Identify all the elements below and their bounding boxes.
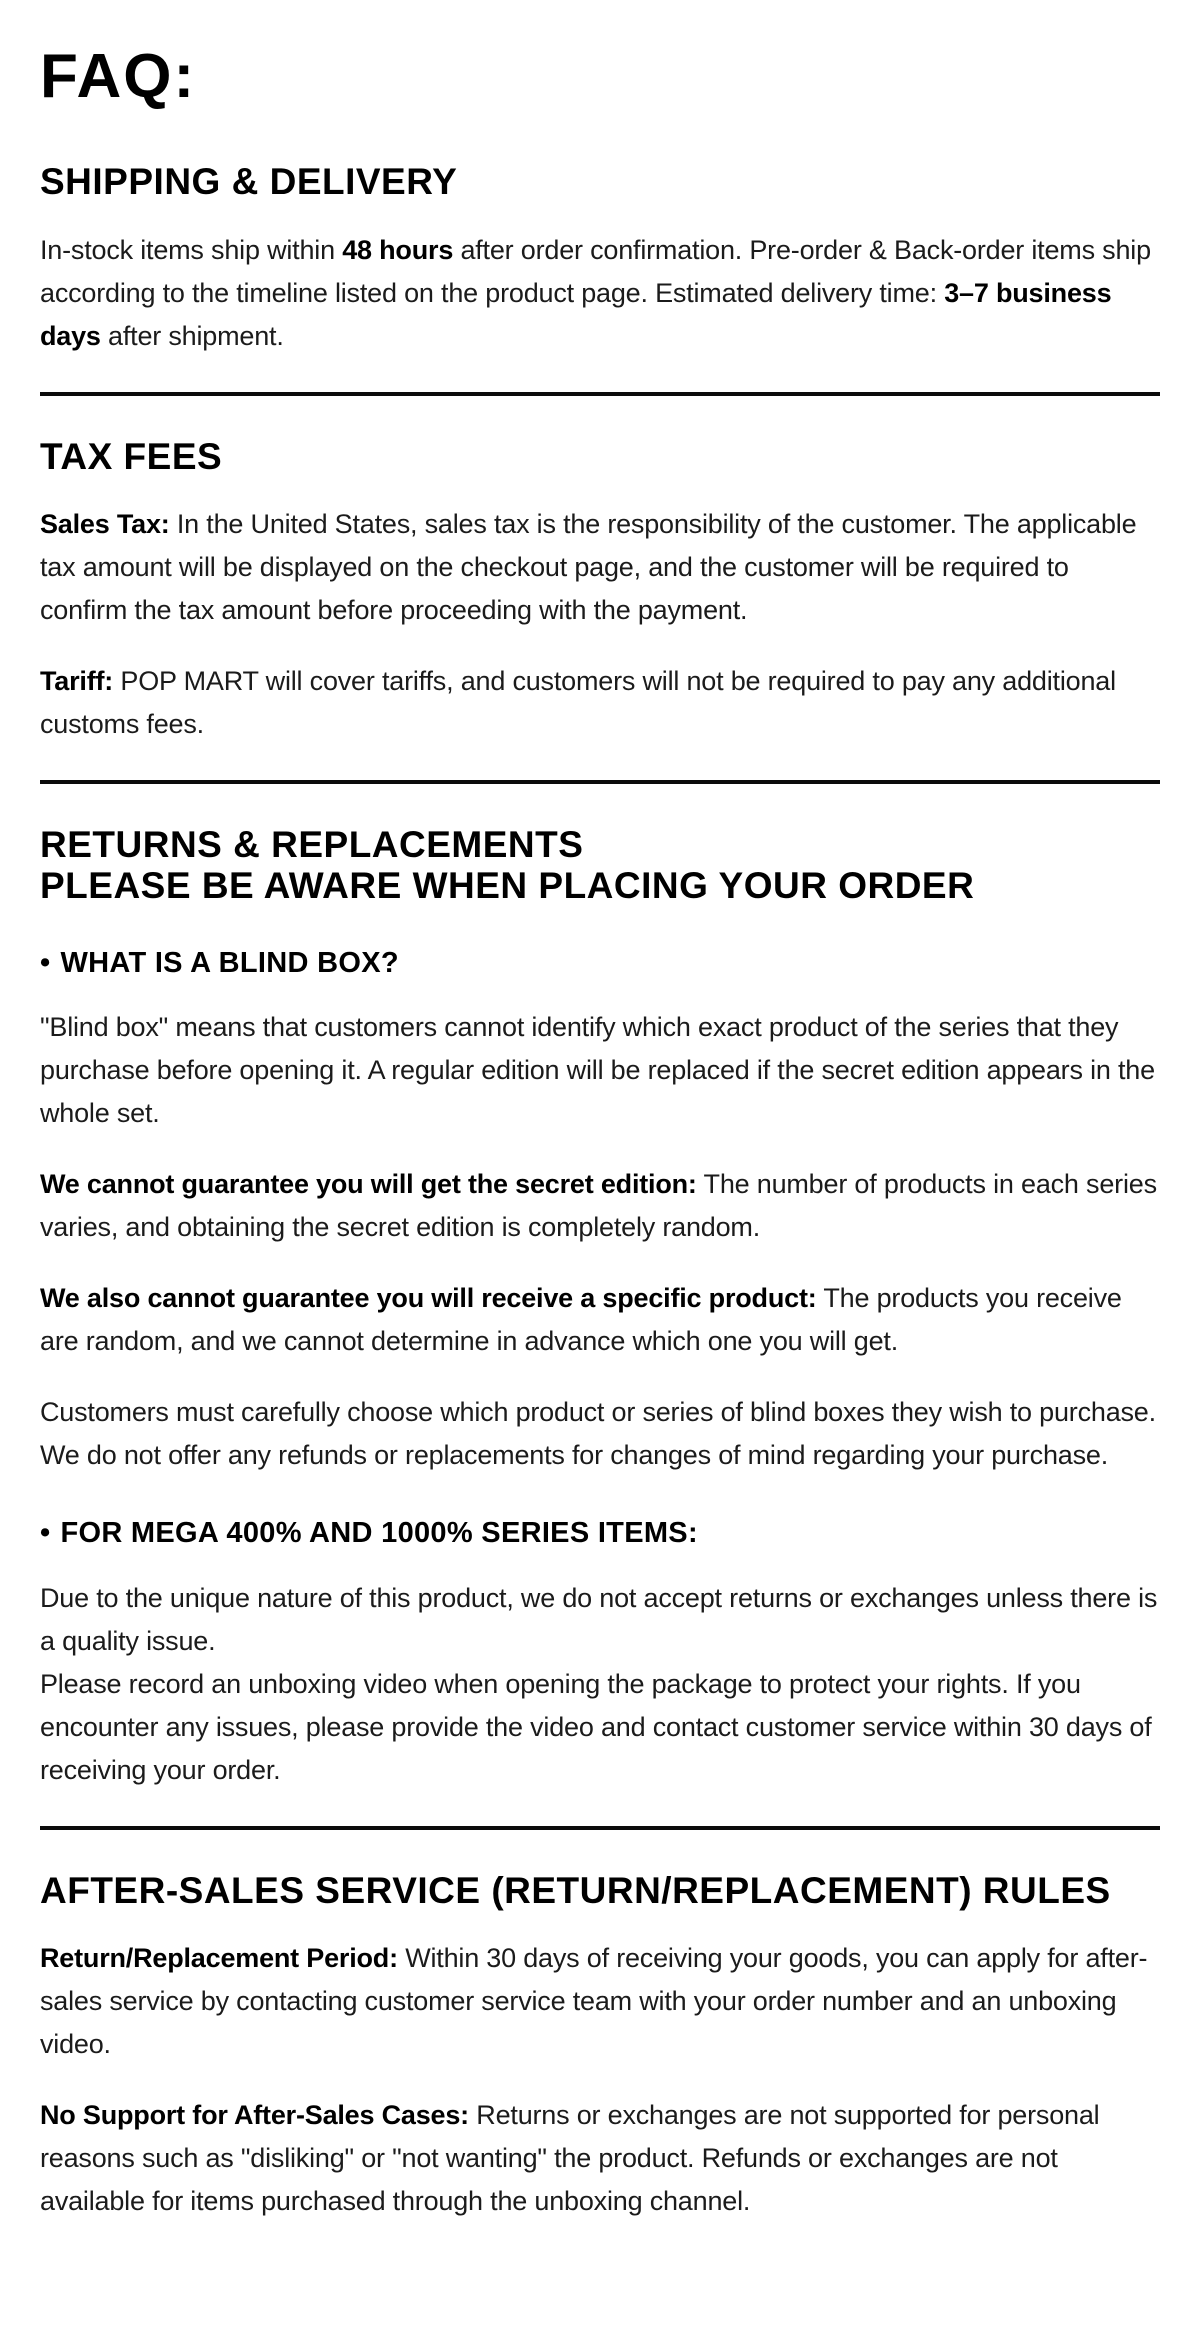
no-support-paragraph — [40, 2094, 1160, 2223]
section-divider — [40, 392, 1160, 396]
shipping-run-1: In-stock items ship within — [40, 234, 343, 265]
mega-series-paragraph — [40, 1577, 1160, 1792]
shipping-run-3: after shipment. — [100, 320, 284, 351]
page-title: FAQ: — [40, 42, 197, 111]
no-support-lead: No Support for After-Sales Cases: — [40, 2099, 469, 2130]
bullet-icon: • — [40, 946, 51, 979]
shipping-bold-48-hours: 48 hours — [342, 234, 454, 265]
section-aftersales-rules — [40, 1870, 1160, 2223]
blind-box-subheading — [40, 947, 1160, 980]
section-divider — [40, 780, 1160, 784]
bullet-icon: • — [40, 1517, 51, 1550]
secret-edition-paragraph — [40, 1163, 1160, 1249]
blind-box-subheading-label: WHAT IS A BLIND BOX? — [60, 946, 399, 979]
shipping-bold-delivery-days: 3–7 business days — [40, 277, 1112, 351]
specific-product-paragraph — [40, 1277, 1160, 1363]
sales-tax-lead: Sales Tax: — [40, 508, 170, 539]
specific-product-lead: We also cannot guarantee you will receive a specific product: — [40, 1283, 817, 1314]
tariff-lead: Tariff: — [40, 665, 114, 696]
blind-box-definition-paragraph: "Blind box" means that customers cannot identify which exact product of the series that they purchase before opening it. A regular edition will be replaced if the secret edition appears in the whole set. — [40, 1012, 1155, 1129]
section-tax-fees — [40, 436, 1160, 746]
returns-heading — [40, 824, 1160, 907]
no-support-body: Returns or exchanges are not supported for personal reasons such as "disliking" or "not wanting" the product. Refunds or exchanges are not available for items purchased through the unboxing channel. — [40, 2099, 1100, 2216]
sales-tax-body: In the United States, sales tax is the responsibility of the customer. The applicable tax amount will be displayed on the checkout page, and the customer will be required to confirm the tax amount before proceeding with the payment. — [40, 508, 1137, 625]
return-period-body: Within 30 days of receiving your goods, you can apply for after-sales service by contacting customer service team with your order number and an unboxing video. — [40, 1942, 1148, 2059]
tariff-body: POP MART will cover tariffs, and customers will not be required to pay any additional customs fees. — [40, 665, 1116, 739]
tariff-paragraph — [40, 660, 1160, 746]
shipping-run-2: after order confirmation. Pre-order & Back-order items ship according to the timeline listed on the product page. Estimated delivery time: — [40, 234, 1151, 308]
secret-edition-body: The number of products in each series varies, and obtaining the secret edition is completely random. — [40, 1169, 1157, 1243]
section-divider — [40, 1826, 1160, 1830]
choose-carefully-paragraph: Customers must carefully choose which product or series of blind boxes they wish to purchase. We do not offer any refunds or replacements for changes of mind regarding your purchase. — [40, 1397, 1156, 1471]
tax-heading: TAX FEES — [40, 435, 223, 477]
mega-series-line-1: Due to the unique nature of this product, we do not accept returns or exchanges unless there is a quality issue. — [40, 1582, 1158, 1656]
return-period-paragraph — [40, 1937, 1160, 2066]
mega-series-subheading-label: FOR MEGA 400% AND 1000% SERIES ITEMS: — [60, 1517, 698, 1550]
shipping-heading: SHIPPING & DELIVERY — [40, 161, 458, 203]
return-period-lead: Return/Replacement Period: — [40, 1942, 398, 1973]
section-shipping-delivery — [40, 161, 1160, 357]
section-returns-replacements — [40, 824, 1160, 1792]
specific-product-body: The products you receive are random, and we cannot determine in advance which one you will get. — [40, 1283, 1122, 1357]
returns-heading-line-1: RETURNS & REPLACEMENTS — [40, 823, 584, 865]
returns-heading-line-2: PLEASE BE AWARE WHEN PLACING YOUR ORDER — [40, 865, 975, 907]
aftersales-heading: AFTER-SALES SERVICE (RETURN/REPLACEMENT) RULES — [40, 1869, 1111, 1911]
mega-series-subheading — [40, 1517, 1160, 1550]
mega-series-line-2: Please record an unboxing video when opening the package to protect your rights. If you encounter any issues, please provide the video and contact customer service within 30 days of receiving your order. — [40, 1668, 1152, 1785]
shipping-paragraph — [40, 229, 1160, 358]
sales-tax-paragraph — [40, 503, 1160, 632]
secret-edition-lead: We cannot guarantee you will get the secret edition: — [40, 1169, 697, 1200]
